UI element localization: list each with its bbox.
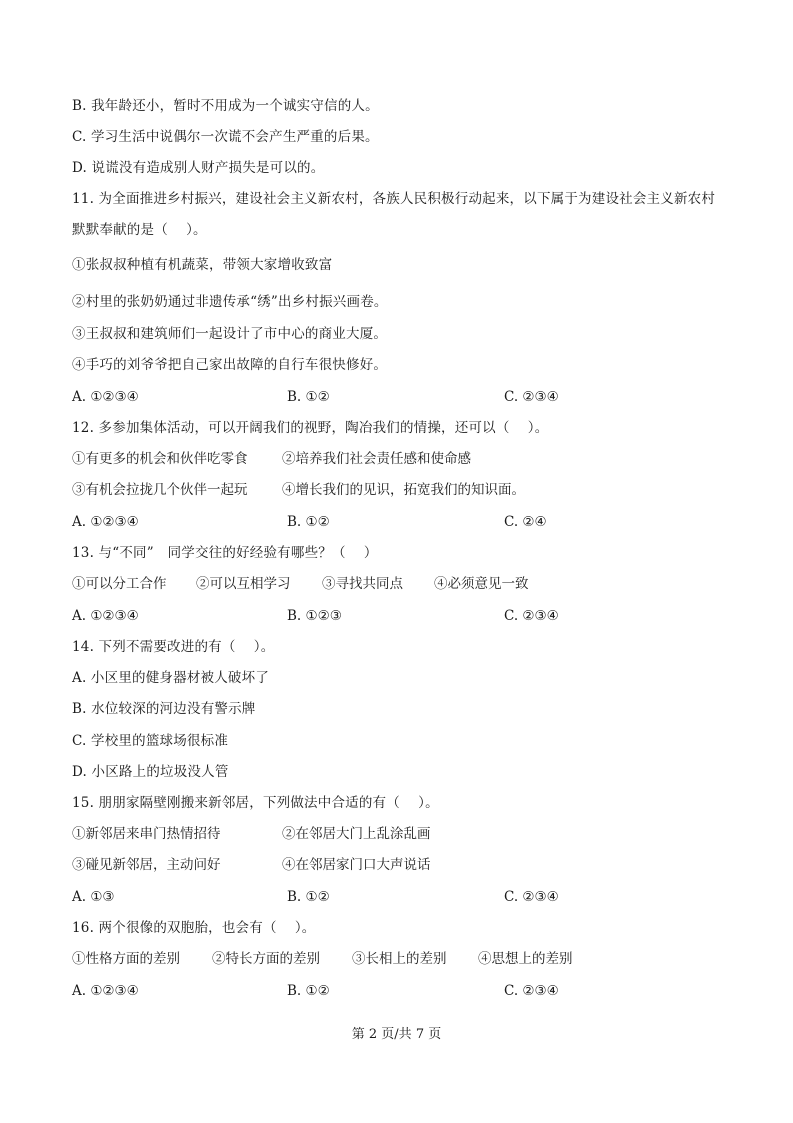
q11-option-a: A. ①②③④ <box>72 389 139 405</box>
q11-option-b: B. ①② <box>287 389 330 405</box>
q15-option-c: C. ②③④ <box>504 889 559 905</box>
q13-option-a: A. ①②③④ <box>72 608 139 624</box>
q12-stem: 12. 多参加集体活动，可以开阔我们的视野，陶冶我们的情操，还可以（ ）。 <box>72 420 549 436</box>
q15-statement-4: ④在邻居家门口大声说话 <box>282 857 431 873</box>
q12-option-b: B. ①② <box>287 514 330 530</box>
q16-option-c: C. ②③④ <box>504 983 559 999</box>
q11-option-c: C. ②③④ <box>504 389 559 405</box>
q16-statement-4: ④思想上的差别 <box>478 951 573 967</box>
q15-statement-2: ②在邻居大门上乱涂乱画 <box>282 826 431 842</box>
q14-option-c: C. 学校里的篮球场很标准 <box>72 733 229 749</box>
q11-statement-1: ①张叔叔种植有机蔬菜，带领大家增收致富 <box>72 257 333 273</box>
q13-stem: 13. 与“不同” 同学交往的好经验有哪些？（ ） <box>72 545 378 561</box>
q10-option-b: B. 我年龄还小，暂时不用成为一个诚实守信的人。 <box>72 98 379 114</box>
q13-statement-1: ①可以分工合作 <box>72 576 167 592</box>
q13-statement-2: ②可以互相学习 <box>196 576 291 592</box>
q15-stem: 15. 朋朋家隔壁刚搬来新邻居，下列做法中合适的有（ ）。 <box>72 795 439 811</box>
q12-statement-3: ③有机会拉拢几个伙伴一起玩 <box>72 482 248 498</box>
q15-statement-3: ③碰见新邻居，主动问好 <box>72 857 221 873</box>
page-footer: 第 2 页/共 7 页 <box>351 1027 442 1042</box>
q14-option-a: A. 小区里的健身器材被人破坏了 <box>72 670 270 686</box>
q11-statement-4: ④手巧的刘爷爷把自己家出故障的自行车很快修好。 <box>72 357 388 373</box>
q12-statement-4: ④增长我们的见识，拓宽我们的知识面。 <box>282 482 525 498</box>
q14-option-b: B. 水位较深的河边没有警示牌 <box>72 701 256 717</box>
q16-statement-2: ②特长方面的差别 <box>212 951 320 967</box>
q12-statement-2: ②培养我们社会责任感和使命感 <box>282 451 471 467</box>
q11-statement-3: ③王叔叔和建筑师们一起设计了市中心的商业大厦。 <box>72 326 388 342</box>
q10-option-d: D. 说谎没有造成别人财产损失是可以的。 <box>72 160 325 176</box>
q12-option-c: C. ②④ <box>504 514 547 530</box>
q16-option-b: B. ①② <box>287 983 330 999</box>
q12-statement-1: ①有更多的机会和伙伴吃零食 <box>72 451 248 467</box>
q16-statement-3: ③长相上的差别 <box>352 951 447 967</box>
q11-statement-2: ②村里的张奶奶通过非遗传承“绣”出乡村振兴画卷。 <box>72 294 388 310</box>
q15-option-a: A. ①③ <box>72 889 115 905</box>
q16-stem: 16. 两个很像的双胞胎，也会有（ ）。 <box>72 920 316 936</box>
q12-option-a: A. ①②③④ <box>72 514 139 530</box>
q14-stem: 14. 下列不需要改进的有（ ）。 <box>72 639 275 655</box>
q13-statement-4: ④必须意见一致 <box>434 576 529 592</box>
q16-option-a: A. ①②③④ <box>72 983 139 999</box>
q11-stem-line1: 11. 为全面推进乡村振兴，建设社会主义新农村，各族人民积极行动起来，以下属于为建设社会主义新农村 <box>72 191 716 207</box>
q16-statement-1: ①性格方面的差别 <box>72 951 180 967</box>
q10-option-c: C. 学习生活中说偶尔一次谎不会产生严重的后果。 <box>72 129 379 145</box>
q13-statement-3: ③寻找共同点 <box>322 576 403 592</box>
q13-option-b: B. ①②③ <box>287 608 342 624</box>
q15-statement-1: ①新邻居来串门热情招待 <box>72 826 221 842</box>
q13-option-c: C. ②③④ <box>504 608 559 624</box>
q11-stem-line2: 默默奉献的是（ ）。 <box>72 222 207 238</box>
q14-option-d: D. 小区路上的垃圾没人管 <box>72 764 229 780</box>
q15-option-b: B. ①② <box>287 889 330 905</box>
